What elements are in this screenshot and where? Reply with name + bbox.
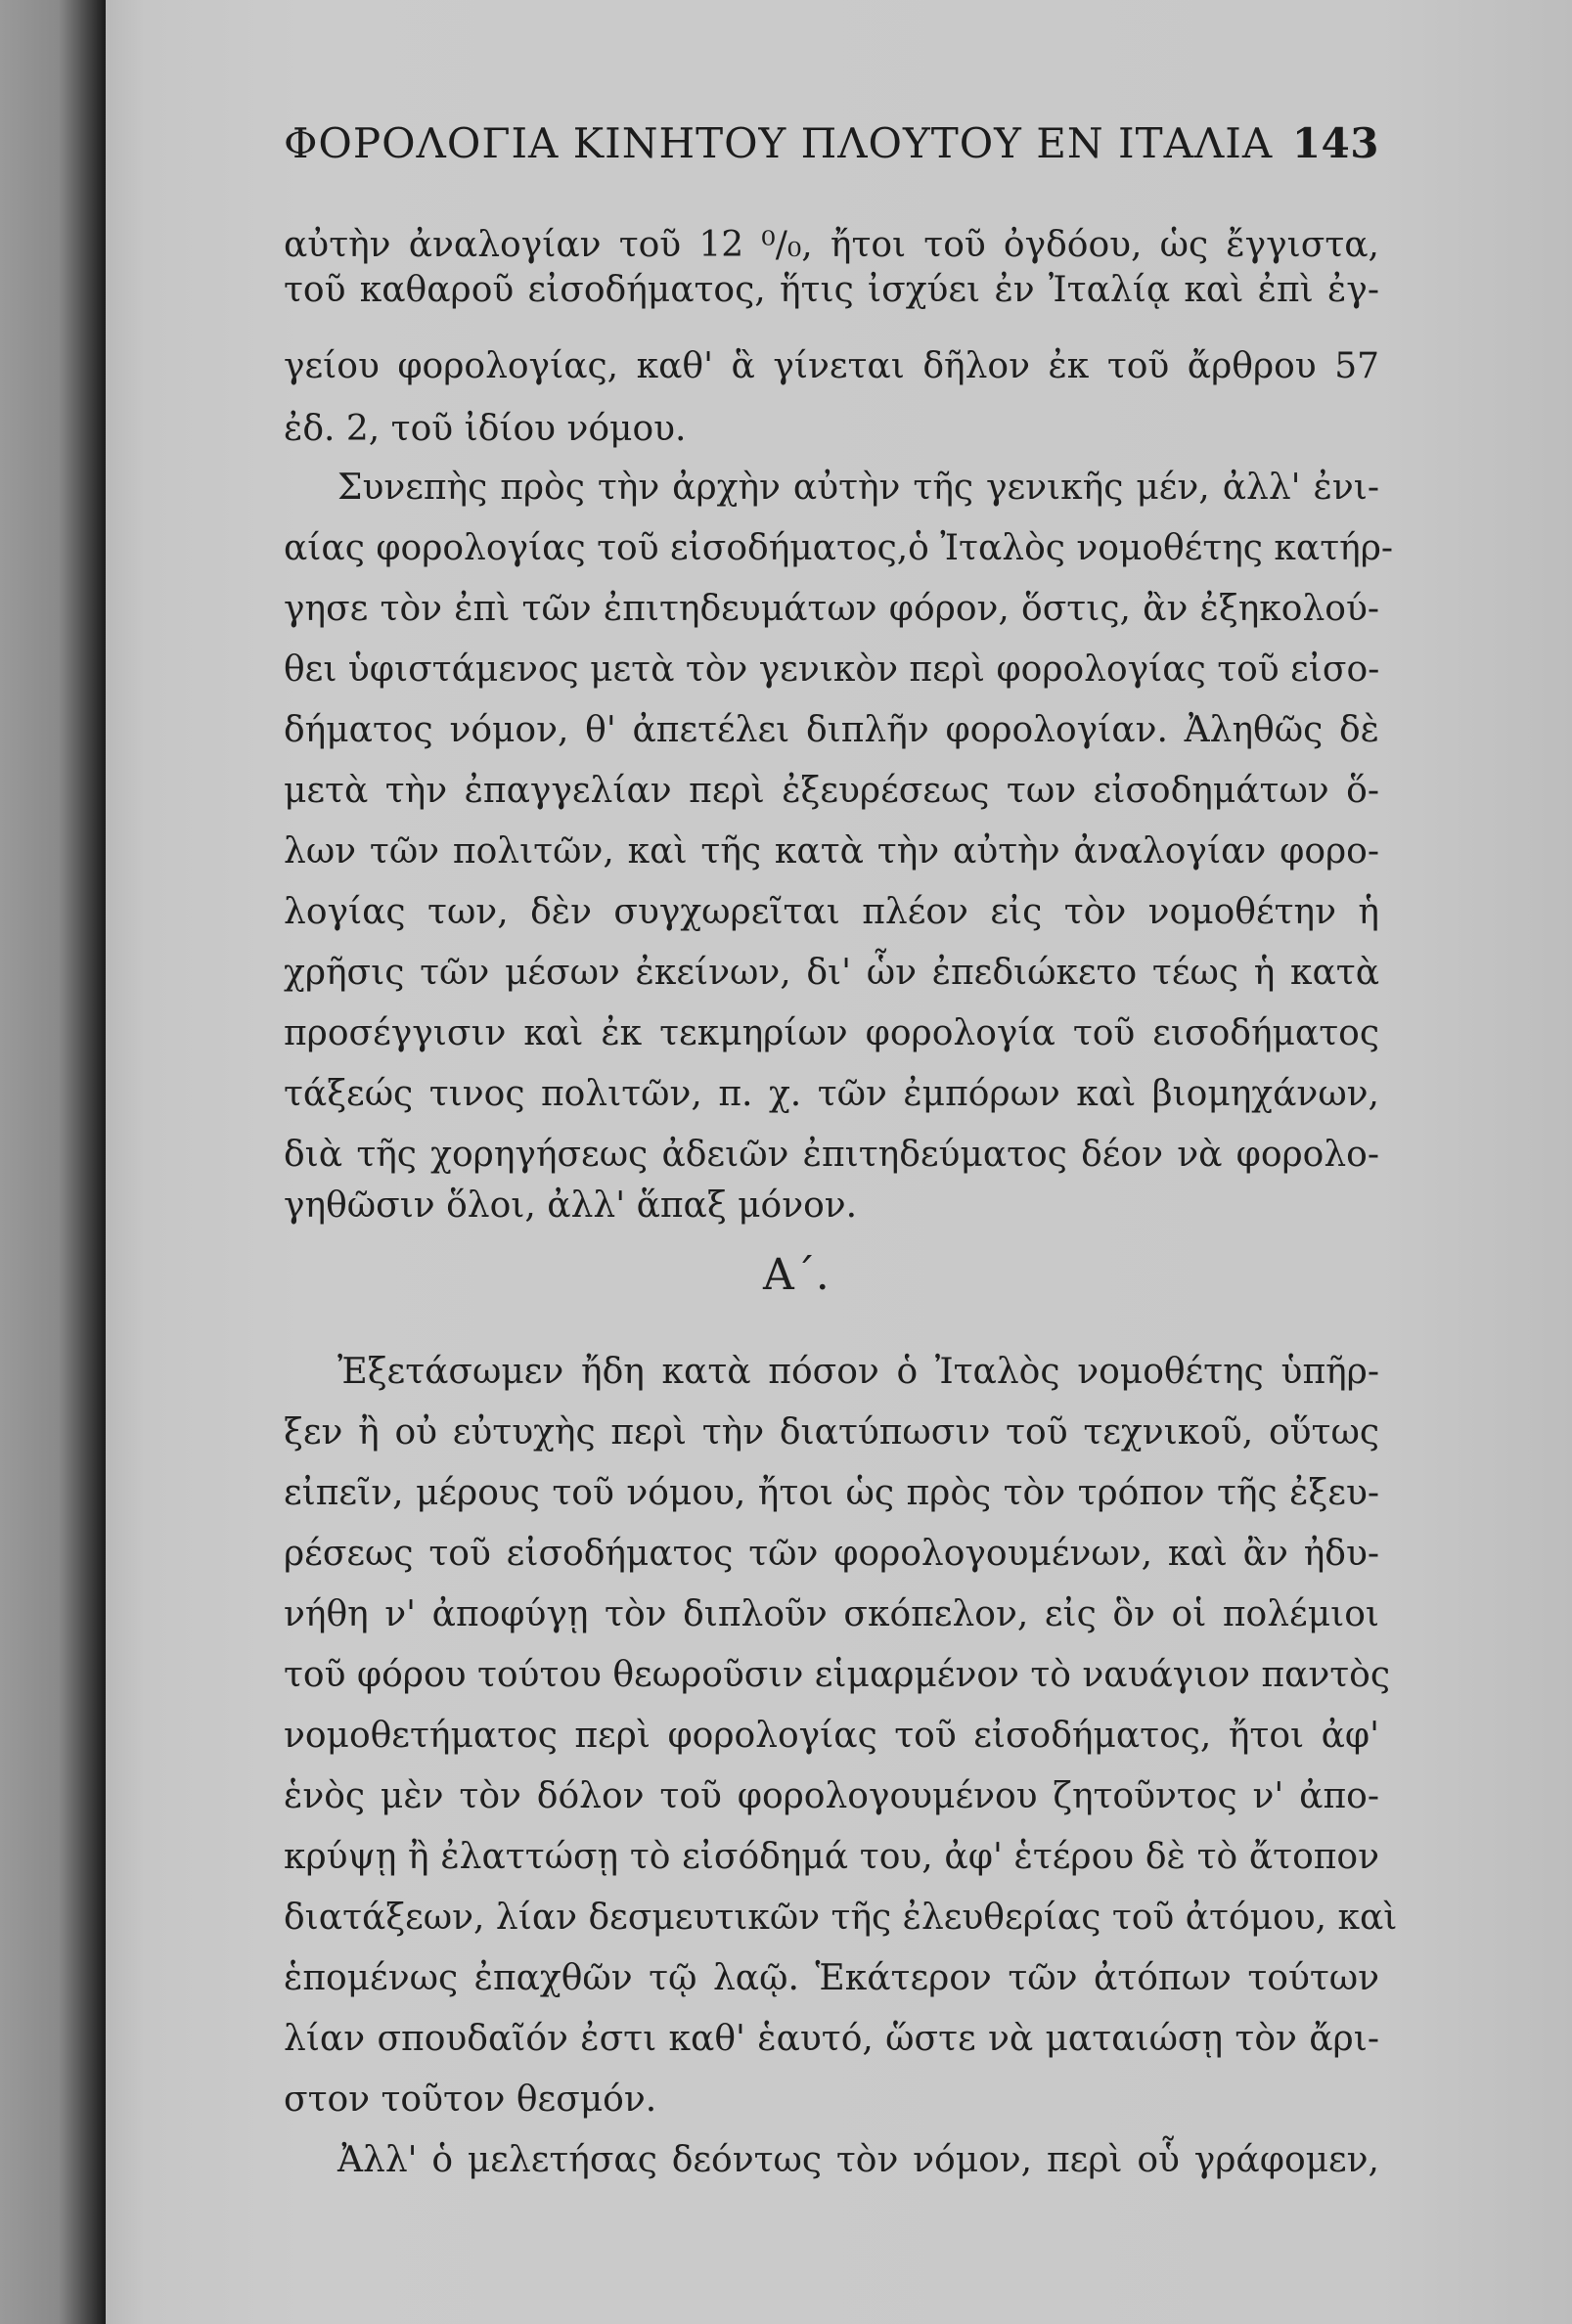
- text-line: τάξεώς τινος πολιτῶν, π. χ. τῶν ἐμπόρων καὶ βιομηχάνων,: [284, 1074, 1379, 1114]
- page-number: 143: [1291, 119, 1379, 167]
- running-header: [284, 119, 1379, 178]
- text-line: χρῆσις τῶν μέσων ἐκείνων, δι' ὧν ἐπεδιώκετο τέως ἡ κατὰ: [284, 953, 1379, 993]
- text-line: κρύψῃ ἢ ἐλαττώσῃ τὸ εἰσόδημά του, ἀφ' ἑτέρου δὲ τὸ ἄτοπον: [284, 1837, 1379, 1877]
- text-line: Συνεπὴς πρὸς τὴν ἀρχὴν αὐτὴν τῆς γενικῆς μέν, ἀλλ' ἐνι-: [337, 468, 1379, 508]
- text-line: γησε τὸν ἐπὶ τῶν ἐπιτηδευμάτων φόρον, ὅστις, ἂν ἐξηκολού-: [284, 589, 1379, 629]
- text-line: ρέσεως τοῦ εἰσοδήματος τῶν φορολογουμένων, καὶ ἂν ἠδυ-: [284, 1534, 1379, 1574]
- text-line: τοῦ φόρου τούτου θεωροῦσιν εἱμαρμένον τὸ ναυάγιον παντὸς: [284, 1655, 1391, 1695]
- text-line: στον τοῦτον θεσμόν.: [284, 2079, 657, 2120]
- text-line: λογίας των, δὲν συγχωρεῖται πλέον εἰς τὸν νομοθέτην ἡ: [284, 892, 1379, 932]
- text-line: θει ὑφιστάμενος μετὰ τὸν γενικὸν περὶ φορολογίας τοῦ εἰσο-: [284, 649, 1380, 690]
- text-line: εἰπεῖν, μέρους τοῦ νόμου, ἤτοι ὡς πρὸς τὸν τρόπον τῆς ἐξευ-: [284, 1473, 1379, 1513]
- text-line: νομοθετήματος περὶ φορολογίας τοῦ εἰσοδήματος, ἤτοι ἀφ': [284, 1716, 1379, 1756]
- text-line: τοῦ καθαροῦ εἰσοδήματος, ἥτις ἰσχύει ἐν Ἰταλίᾳ καὶ ἐπὶ ἐγ-: [284, 270, 1379, 310]
- text-line: αίας φορολογίας τοῦ εἰσοδήματος,ὁ Ἰταλὸς νομοθέτης κατήρ-: [284, 528, 1394, 568]
- text-line: γηθῶσιν ὅλοι, ἀλλ' ἅπαξ μόνον.: [284, 1185, 858, 1226]
- text-line: λων τῶν πολιτῶν, καὶ τῆς κατὰ τὴν αὐτὴν ἀναλογίαν φορο-: [284, 831, 1379, 872]
- text-line: προσέγγισιν καὶ ἐκ τεκμηρίων φορολογία τοῦ εισοδήματος: [284, 1013, 1379, 1053]
- text-line: αὐτὴν ἀναλογίαν τοῦ 12 ⁰/₀, ἤτοι τοῦ ὀγδόου, ὡς ἔγγιστα,: [284, 225, 1379, 265]
- text-line: Ἐξετάσωμεν ἤδη κατὰ πόσον ὁ Ἰταλὸς νομοθέτης ὑπῆρ-: [337, 1352, 1379, 1392]
- text-line: διὰ τῆς χορηγήσεως ἀδειῶν ἐπιτηδεύματος δέον νὰ φορολο-: [284, 1135, 1379, 1175]
- section-heading: Α΄.: [763, 1250, 830, 1300]
- text-line: λίαν σπουδαῖόν ἐστι καθ' ἑαυτό, ὥστε νὰ ματαιώσῃ τὸν ἄρι-: [284, 2019, 1379, 2059]
- text-line: μετὰ τὴν ἐπαγγελίαν περὶ ἐξευρέσεως των εἰσοδημάτων ὅ-: [284, 771, 1379, 811]
- text-line: ἑνὸς μὲν τὸν δόλον τοῦ φορολογουμένου ζητοῦντος ν' ἀπο-: [284, 1776, 1379, 1816]
- text-line: ἐδ. 2, τοῦ ἰδίου νόμου.: [284, 409, 687, 449]
- text-line: ξεν ἢ οὐ εὐτυχὴς περὶ τὴν διατύπωσιν τοῦ τεχνικοῦ, οὕτως: [284, 1412, 1379, 1452]
- text-line: γείου φορολογίας, καθ' ἃ γίνεται δῆλον ἐκ τοῦ ἄρθρου 57: [284, 346, 1379, 386]
- text-line: νήθη ν' ἀποφύγῃ τὸν διπλοῦν σκόπελον, εἰς ὃν οἱ πολέμιοι: [284, 1594, 1379, 1634]
- book-gutter-shadow: [0, 0, 106, 2324]
- text-line: διατάξεων, λίαν δεσμευτικῶν τῆς ἐλευθερίας τοῦ ἀτόμου, καὶ: [284, 1898, 1398, 1938]
- text-line: ἑπομένως ἐπαχθῶν τῷ λαῷ. Ἑκάτερον τῶν ἀτόπων τούτων: [284, 1958, 1379, 1998]
- running-title: ΦΟΡΟΛΟΓΙΑ ΚΙΝΗΤΟΥ ΠΛΟΥΤΟΥ ΕΝ ΙΤΑΛΙΑ: [284, 119, 1274, 167]
- text-line: δήματος νόμον, θ' ἀπετέλει διπλῆν φορολογίαν. Ἀληθῶς δὲ: [284, 710, 1379, 750]
- text-line: Ἀλλ' ὁ μελετήσας δεόντως τὸν νόμον, περὶ οὗ γράφομεν,: [337, 2140, 1379, 2180]
